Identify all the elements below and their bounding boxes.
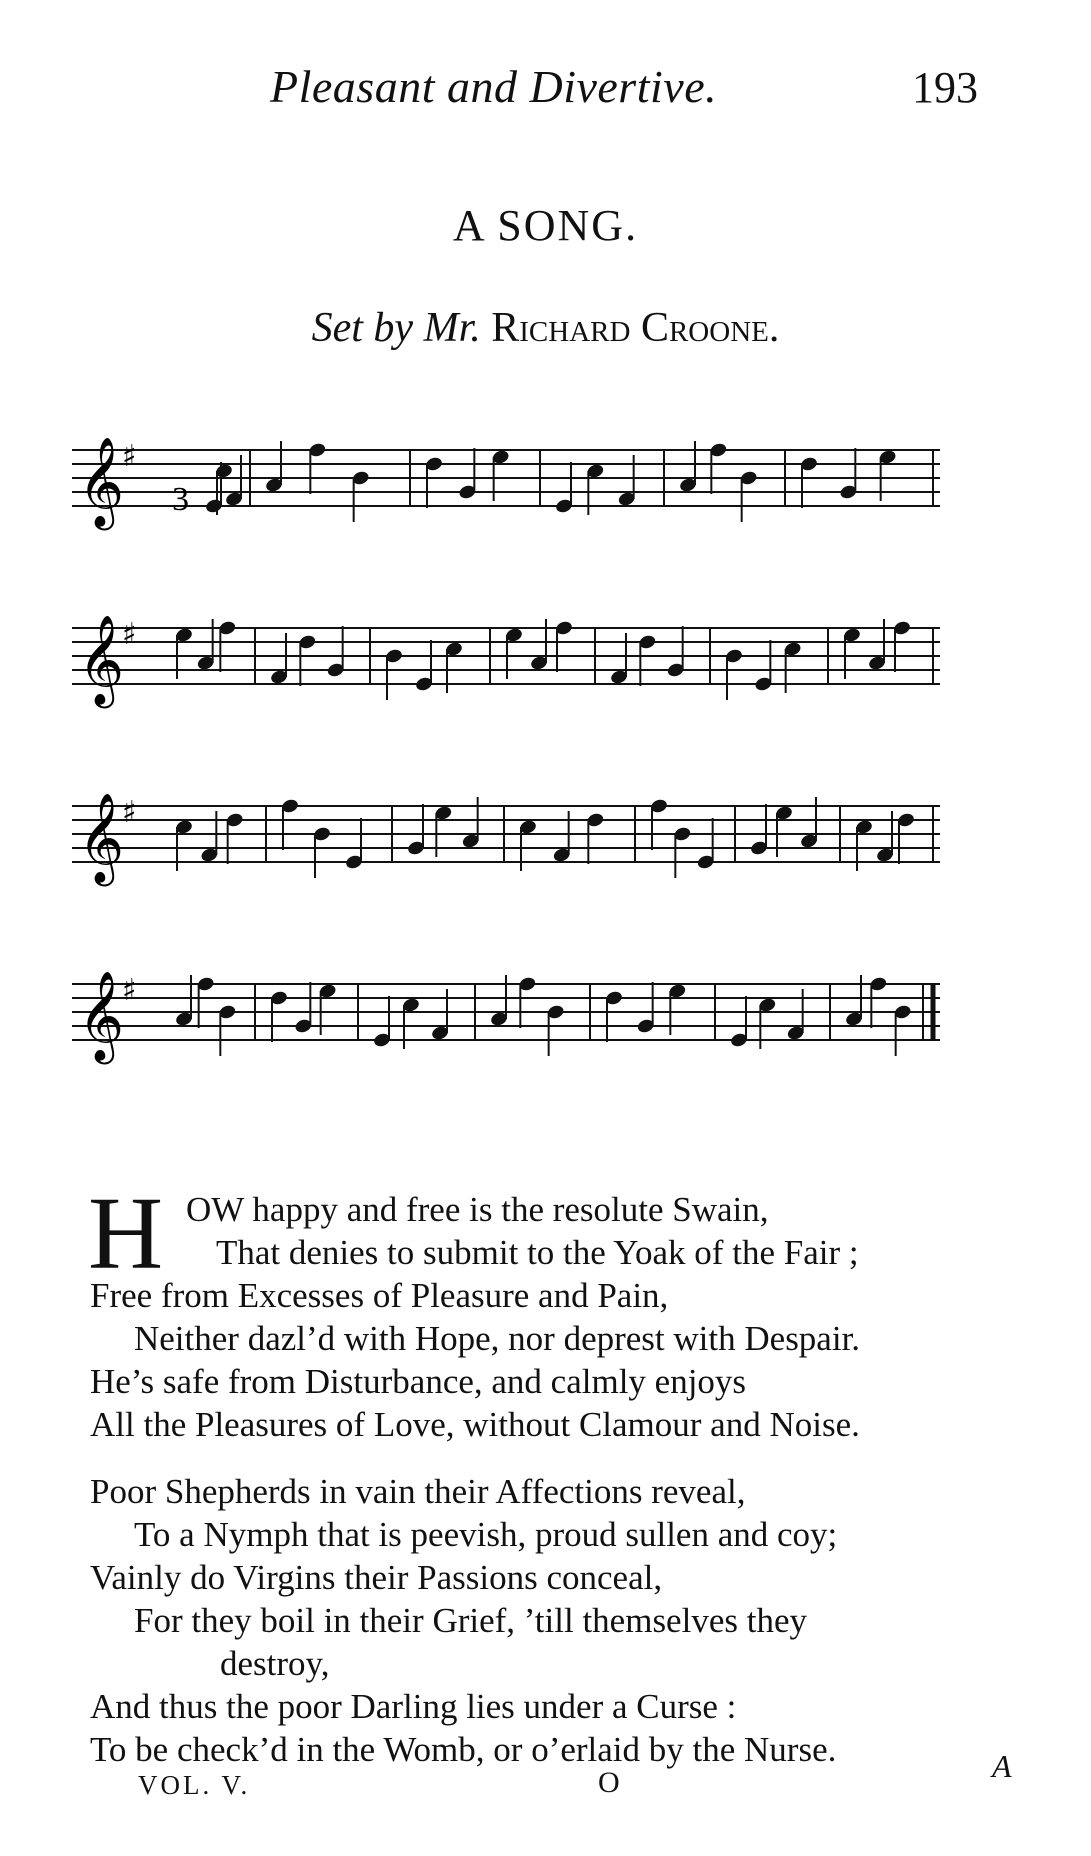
verse-line: For they boil in their Grief, ’till themselves they <box>134 1601 807 1640</box>
treble-clef-icon: 𝄞 <box>78 615 125 705</box>
verse-line: Vainly do Virgins their Passions conceal, <box>90 1558 663 1597</box>
verse-line: He’s safe from Disturbance, and calmly enjoys <box>90 1362 747 1401</box>
verse-line: Poor Shepherds in vain their Affections reveal, <box>90 1472 746 1511</box>
verse-line: That denies to submit to the Yoak of the Fair ; <box>216 1233 859 1272</box>
treble-clef-icon: 𝄞 <box>78 437 125 527</box>
verse-line: Free from Excesses of Pleasure and Pain, <box>90 1276 669 1315</box>
sharp-icon: ♯ <box>122 973 137 1008</box>
printer-mark: A <box>992 1748 1012 1784</box>
sharp-icon: ♯ <box>122 795 137 830</box>
sharp-icon: ♯ <box>122 617 137 652</box>
signature-mark: O <box>598 1766 620 1799</box>
verse-line: Neither dazl’d with Hope, nor deprest with Despair. <box>134 1319 861 1358</box>
time-signature: 3 <box>172 481 189 518</box>
composer-name: Richard Croone. <box>491 305 780 351</box>
verse-line: OW happy and free is the resolute Swain, <box>186 1190 769 1229</box>
verse-line: To be check’d in the Womb, or o’erlaid by the Nurse. <box>90 1730 837 1769</box>
credit-prefix: Set by Mr. <box>311 305 481 351</box>
song-credit <box>0 304 1091 352</box>
music-notes <box>174 441 915 1056</box>
verse-1 <box>88 1176 1030 1446</box>
key-signature-sharp-icon <box>122 439 137 1008</box>
song-title: A SONG. <box>452 201 639 250</box>
verse-line: And thus the poor Darling lies under a Curse : <box>90 1687 737 1726</box>
running-title: Pleasant and Divertive. <box>270 61 718 112</box>
treble-clef-icon: 𝄞 <box>78 971 125 1061</box>
verse-line: destroy, <box>220 1644 330 1683</box>
barlines <box>250 450 933 1040</box>
staff-lines <box>72 450 940 1040</box>
sharp-icon: ♯ <box>122 439 137 474</box>
treble-clef-icon: 𝄞 <box>78 793 125 883</box>
verse-line: To a Nymph that is peevish, proud sullen and coy; <box>134 1515 838 1554</box>
drop-cap: H <box>88 1176 164 1291</box>
verse-2 <box>90 1470 1030 1771</box>
volume-label: VOL. V. <box>138 1770 251 1800</box>
page-number: 193 <box>912 63 978 112</box>
music-score <box>70 410 1020 1130</box>
treble-clef-icon <box>78 437 124 1065</box>
verse-line: All the Pleasures of Love, without Clamour and Noise. <box>90 1405 860 1444</box>
